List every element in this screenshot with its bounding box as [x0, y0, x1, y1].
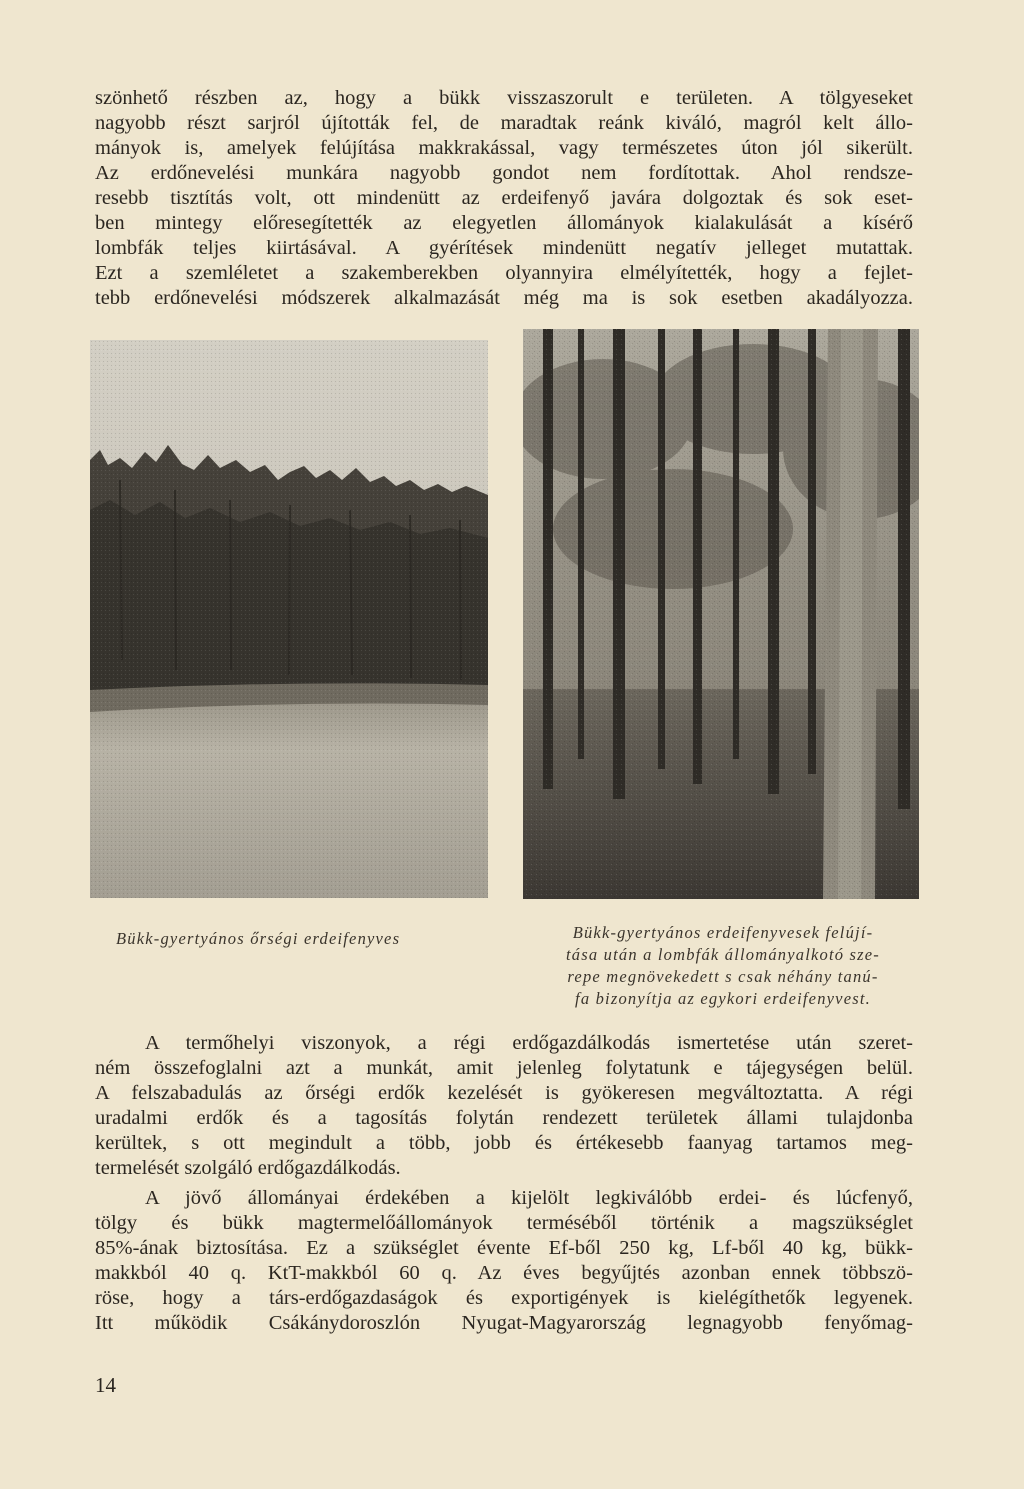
paragraph-seed-production — [95, 1186, 913, 1336]
caption-line: fa bizonyítja az egykori erdeifenyvest. — [575, 989, 871, 1008]
caption-line: Bükk-gyertyános erdeifenyvesek felújí- — [572, 923, 874, 942]
text-line: röse, hogy a társ-erdőgazdaságok és exportigények is kielégíthetők legyenek. — [95, 1287, 913, 1309]
text-line: A felszabadulás az őrségi erdők kezelését is gyökeresen megváltoztatta. A régi — [95, 1082, 913, 1104]
page-number: 14 — [95, 1373, 116, 1397]
paragraph-intro — [95, 86, 913, 311]
text-line: Itt működik Csákánydoroszlón Nyugat-Magyarország legnagyobb fenyőmag- — [95, 1312, 913, 1334]
photo-caption-left: Bükk-gyertyános őrségi erdeifenyves — [116, 929, 401, 948]
text-line: Az erdőnevelési munkára nagyobb gondot nem fordítottak. Ahol rendsze- — [95, 162, 913, 184]
text-line: kerültek, s ott megindult a több, jobb és értékesebb faanyag tartamos meg- — [95, 1132, 913, 1154]
text-line: termelését szolgáló erdőgazdálkodás. — [95, 1157, 401, 1179]
caption-line: repe megnövekedett s csak néhány tanú- — [567, 967, 879, 986]
paragraph-forestry-overview — [95, 1031, 913, 1181]
photo-caption-right — [518, 922, 928, 1010]
text-line: nagyobb részt sarjról újították fel, de maradtak reánk kiváló, magról kelt állo- — [95, 112, 913, 134]
text-line: A jövő állományai érdekében a kijelölt legkiválóbb erdei- és lúcfenyő, — [145, 1187, 913, 1209]
photo-broadleaf-forest-interior — [523, 329, 919, 899]
text-line: ném összefoglalni azt a munkát, amit jelenleg folytatunk e tájegységen belül. — [95, 1057, 913, 1079]
text-line: A termőhelyi viszonyok, a régi erdőgazdálkodás ismertetése után szeret- — [145, 1032, 913, 1054]
text-line: ben mintegy előresegítették az elegyetlen állományok kialakulását a kísérő — [95, 212, 913, 234]
text-line: uradalmi erdők és a tagosítás folytán rendezett területek állami tulajdonba — [95, 1107, 913, 1129]
text-line: makkból 40 q. KtT-makkból 60 q. Az éves begyűjtés azonban ennek többszö- — [95, 1262, 913, 1284]
photo-pine-forest-meadow — [90, 340, 488, 898]
text-line: mányok is, amelyek felújítása makkrakással, vagy természetes úton jól sikerült. — [95, 137, 913, 159]
text-line: tebb erdőnevelési módszerek alkalmazását még ma is sok esetben akadályozza. — [95, 287, 913, 309]
text-line: Ezt a szemléletet a szakemberekben olyannyira elmélyítették, hogy a fejlet- — [95, 262, 913, 284]
caption-line: tása után a lombfák állományalkotó sze- — [566, 945, 880, 964]
text-line: 85%-ának biztosítása. Ez a szükséglet évente Ef-ből 250 kg, Lf-ből 40 kg, bükk- — [95, 1237, 913, 1259]
text-line: lombfák teljes kiirtásával. A gyérítések mindenütt negatív jelleget mutattak. — [95, 237, 913, 259]
text-line: szönhető részben az, hogy a bükk visszaszorult e területen. A tölgyeseket — [95, 87, 913, 109]
text-line: tölgy és bükk magtermelőállományok terméséből történik a magszükséglet — [95, 1212, 913, 1234]
text-line: resebb tisztítás volt, ott mindenütt az erdeifenyő javára dolgoztak és sok eset- — [95, 187, 913, 209]
